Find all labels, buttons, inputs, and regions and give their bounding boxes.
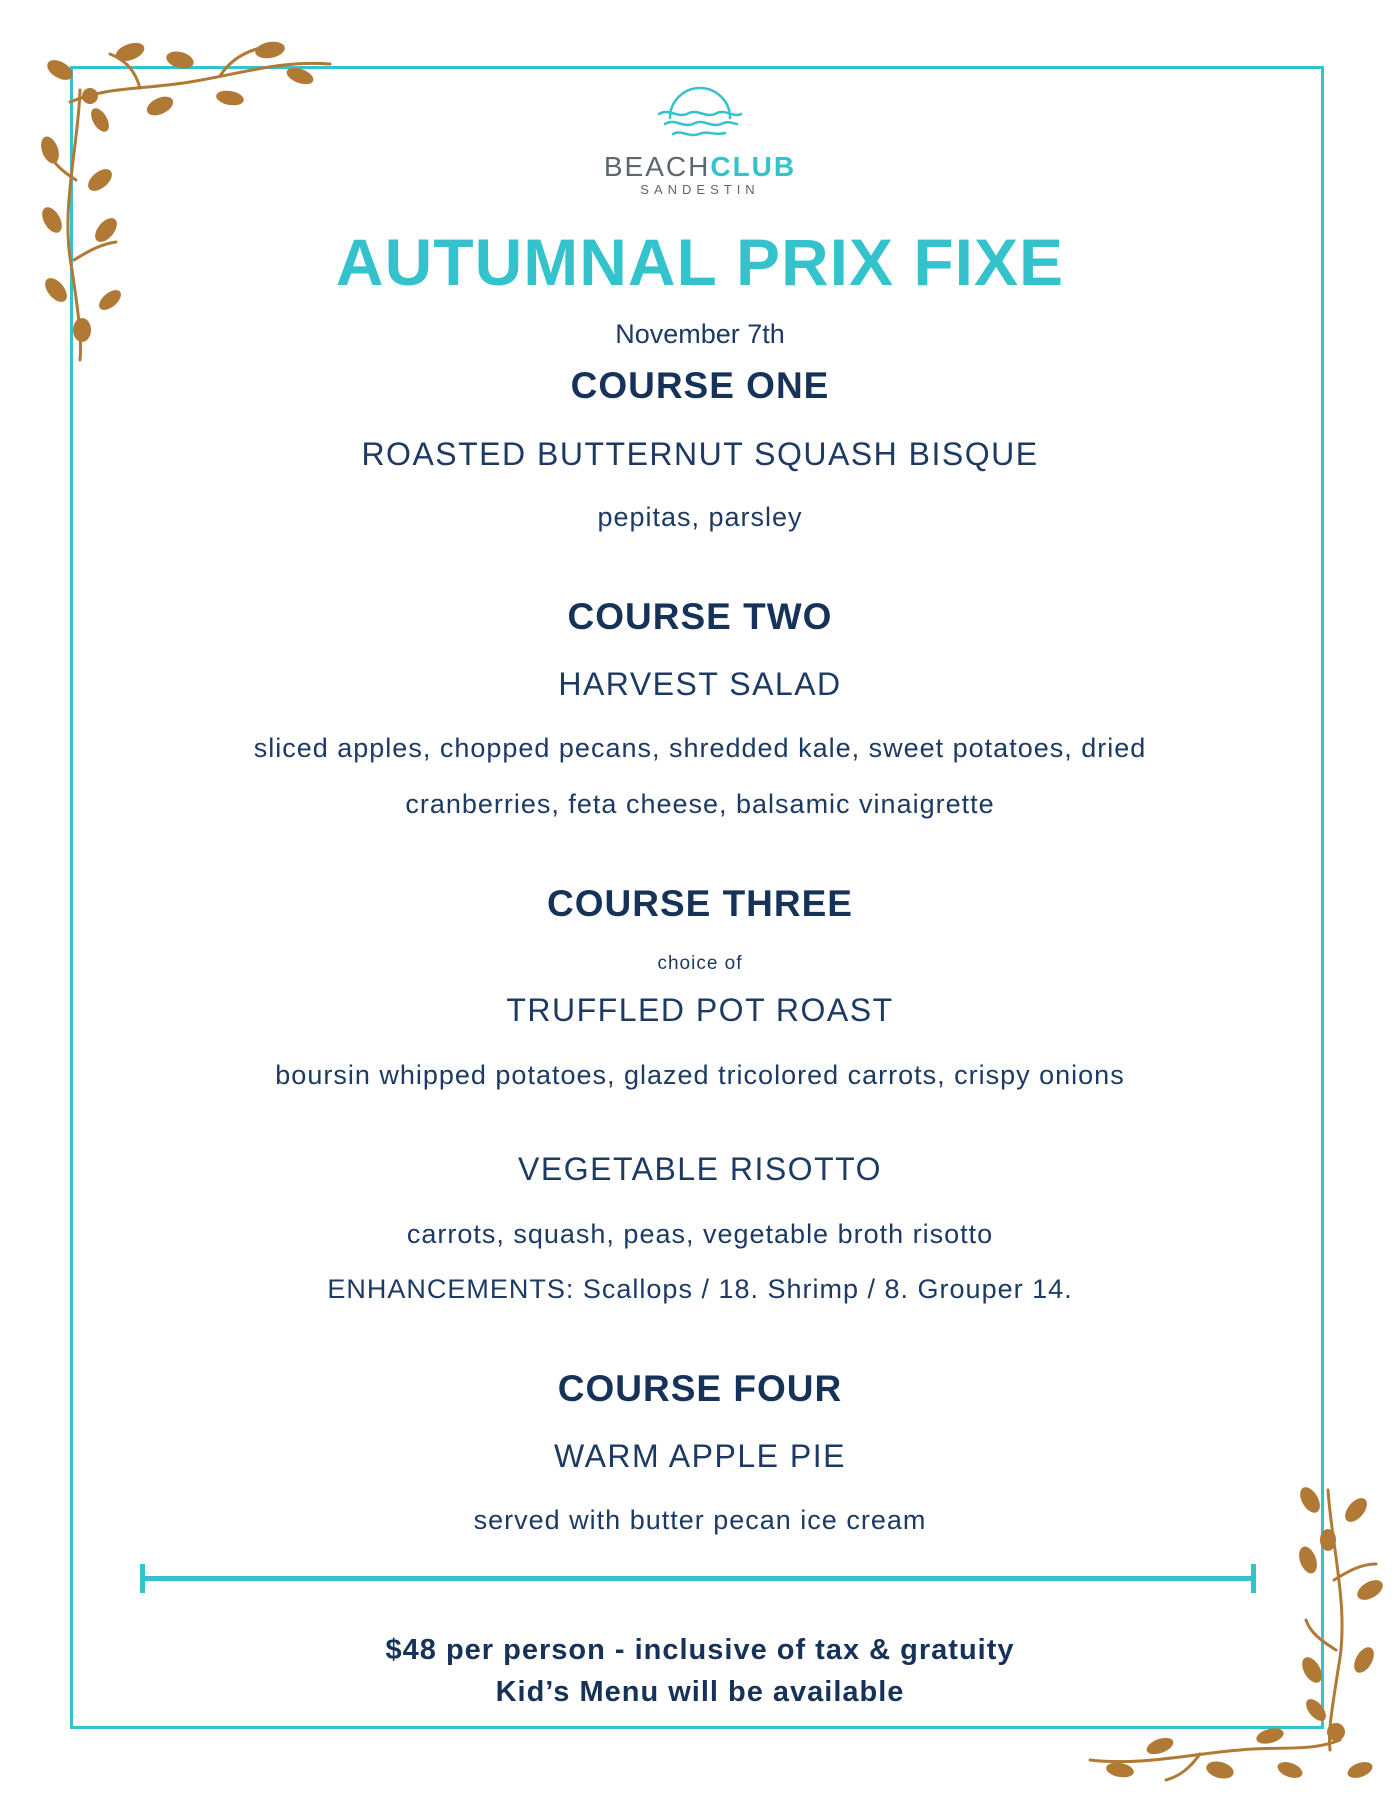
kids-menu-line: Kid’s Menu will be available [495, 1676, 905, 1708]
course-four-description: served with butter pecan ice cream [473, 1505, 927, 1535]
course-two-description-line1: sliced apples, chopped pecans, shredded kale, sweet potatoes, dried [253, 733, 1147, 763]
course-one-heading: COURSE ONE [570, 365, 830, 406]
course-three-enhancements: ENHANCEMENTS: Scallops / 18. Shrimp / 8. Grouper 14. [327, 1274, 1073, 1304]
brand-logo [0, 76, 1400, 198]
brand-name-part2: CLUB [710, 151, 797, 182]
course-two-description-line2: cranberries, feta cheese, balsamic vinaigrette [405, 789, 995, 819]
course-three-option1-description: boursin whipped potatoes, glazed tricolored carrots, crispy onions [275, 1060, 1125, 1090]
brand-name [0, 152, 1400, 182]
menu-date: November 7th [615, 319, 785, 349]
sun-wave-logo-icon [645, 76, 755, 146]
course-two-dish: HARVEST SALAD [558, 666, 842, 702]
section-divider [140, 1564, 1256, 1594]
course-three-note: choice of [657, 953, 743, 974]
course-three-option1-dish: TRUFFLED POT ROAST [506, 992, 894, 1028]
brand-subtitle: SANDESTIN [640, 182, 760, 197]
brand-name-part1: BEACH [603, 151, 711, 182]
course-three-option2-dish: VEGETABLE RISOTTO [518, 1151, 882, 1187]
course-three-option2-description: carrots, squash, peas, vegetable broth risotto [406, 1219, 994, 1249]
menu-title: AUTUMNAL PRIX FIXE [335, 225, 1065, 299]
course-two-heading: COURSE TWO [567, 596, 833, 637]
course-one-description: pepitas, parsley [597, 502, 803, 532]
course-three-heading: COURSE THREE [547, 883, 853, 924]
course-one-dish: ROASTED BUTTERNUT SQUASH BISQUE [361, 436, 1039, 472]
price-line: $48 per person - inclusive of tax & gratuity [385, 1634, 1015, 1666]
course-four-dish: WARM APPLE PIE [554, 1438, 846, 1474]
course-four-heading: COURSE FOUR [557, 1368, 843, 1409]
